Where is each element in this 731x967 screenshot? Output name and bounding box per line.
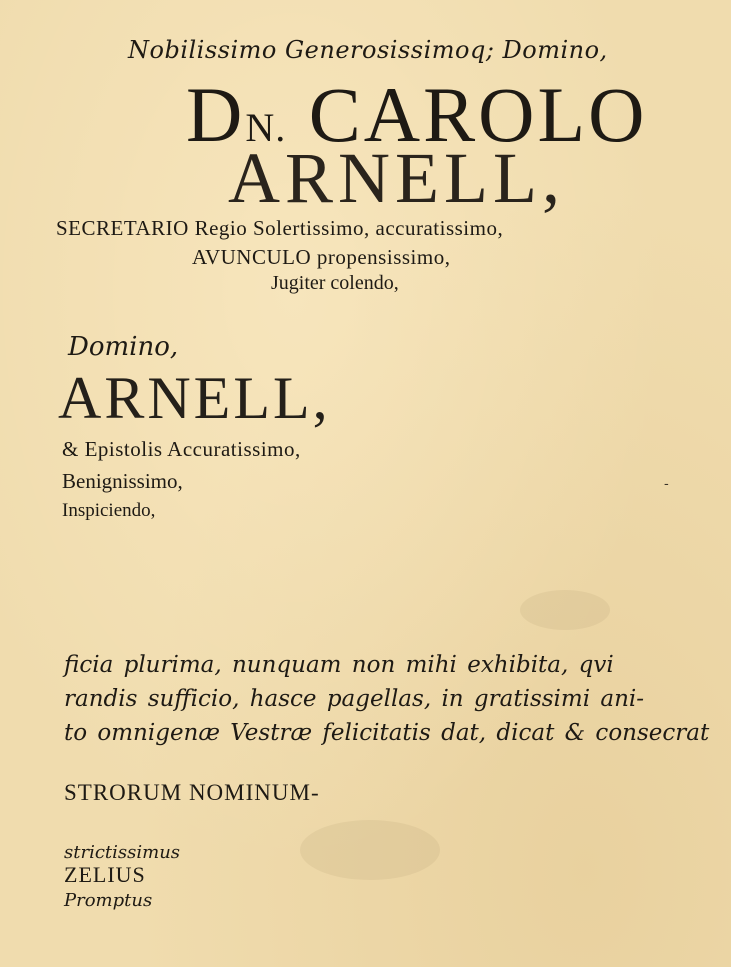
closing-strictissimus: strictissimus xyxy=(64,842,181,863)
dedicatee-last-name: ARNELL, xyxy=(228,138,565,218)
second-line-2: Benignissimo, xyxy=(62,469,183,493)
second-salutation: Domino, xyxy=(68,332,179,362)
second-name: ARNELL, xyxy=(58,365,331,431)
name-prefix: D xyxy=(186,71,246,158)
printer-mark: - xyxy=(664,476,669,492)
body-line-3: to omnigenæ Vestræ felicitatis dat, dicat & consecrat xyxy=(64,720,710,746)
signature-name: ZELIUS xyxy=(64,862,146,887)
closing-line: Jugiter colendo, xyxy=(271,272,399,294)
body-line-1: ficia plurima, nunquam non mihi exhibita, qvi xyxy=(64,652,614,678)
relation-line: AVUNCULO propensissimo, xyxy=(192,245,451,269)
name-prefix-small: N. xyxy=(245,105,287,150)
paper-stain xyxy=(520,590,610,630)
closing-promptus: Promptus xyxy=(64,890,153,911)
second-line-3: Inspiciendo, xyxy=(62,500,156,521)
paper-stain xyxy=(300,820,440,880)
first-name: CAROLO xyxy=(308,71,648,158)
closing-heading: STRORUM NOMINUM- xyxy=(64,780,320,805)
second-line-1: & Epistolis Accuratissimo, xyxy=(62,437,301,461)
title-line: SECRETARIO Regio Solertissimo, accuratissimo, xyxy=(56,216,504,240)
dedication-line: Nobilissimo Generosissimoq; Domino, xyxy=(128,36,608,64)
body-line-2: randis sufficio, hasce pagellas, in gratissimi ani- xyxy=(64,686,645,712)
